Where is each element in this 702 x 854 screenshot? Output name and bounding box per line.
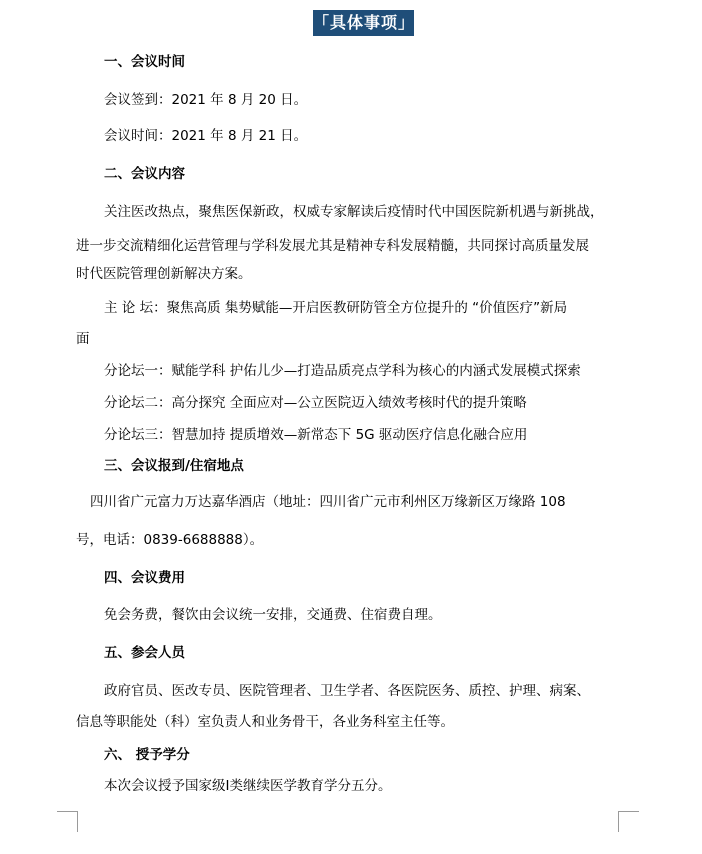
heading-meeting-content: 二、会议内容 — [104, 166, 185, 182]
section-title-banner: 「具体事项」 — [313, 10, 414, 36]
credits-text: 本次会议授予国家级Ⅰ类继续医学教育学分五分。 — [104, 778, 392, 794]
content-paragraph-line1: 关注医改热点，聚焦医保新政，权威专家解读后疫情时代中国医院新机遇与新挑战， — [104, 204, 604, 220]
heading-venue: 三、会议报到/住宿地点 — [104, 458, 244, 474]
sub-forum-2: 分论坛二：高分探究 全面应对—公立医院迈入绩效考核时代的提升策略 — [104, 395, 527, 411]
attendees-line1: 政府官员、医改专员、医院管理者、卫生学者、各医院医务、质控、护理、病案、 — [104, 683, 590, 699]
main-forum-line1: 主 论 坛：聚焦高质 集势赋能—开启医教研防管全方位提升的 “价值医疗”新局 — [104, 300, 568, 316]
page-margin-corner-right — [618, 811, 639, 832]
meeting-date: 会议时间：2021 年 8 月 21 日。 — [104, 128, 308, 144]
checkin-date: 会议签到：2021 年 8 月 20 日。 — [104, 92, 308, 108]
fee-text: 免会务费，餐饮由会议统一安排，交通费、住宿费自理。 — [104, 607, 442, 623]
page-margin-corner-left — [57, 811, 78, 832]
heading-credits: 六、 授予学分 — [104, 747, 190, 763]
content-paragraph-line3: 时代医院管理创新解决方案。 — [76, 266, 252, 282]
venue-address-line1: 四川省广元富力万达嘉华酒店（地址：四川省广元市利州区万缘新区万缘路 108 — [90, 494, 566, 510]
sub-forum-1: 分论坛一：赋能学科 护佑儿少—打造品质亮点学科为核心的内涵式发展模式探索 — [104, 363, 581, 379]
attendees-line2: 信息等职能处（科）室负责人和业务骨干，各业务科室主任等。 — [76, 714, 454, 730]
heading-fee: 四、会议费用 — [104, 570, 185, 586]
heading-attendees: 五、参会人员 — [104, 645, 185, 661]
venue-address-line2: 号，电话：0839-6688888）。 — [76, 532, 264, 548]
heading-meeting-time: 一、会议时间 — [104, 54, 185, 70]
main-forum-line2: 面 — [76, 331, 90, 347]
sub-forum-3: 分论坛三：智慧加持 提质增效—新常态下 5G 驱动医疗信息化融合应用 — [104, 427, 528, 443]
content-paragraph-line2: 进一步交流精细化运营管理与学科发展尤其是精神专科发展精髓，共同探讨高质量发展 — [76, 238, 589, 254]
